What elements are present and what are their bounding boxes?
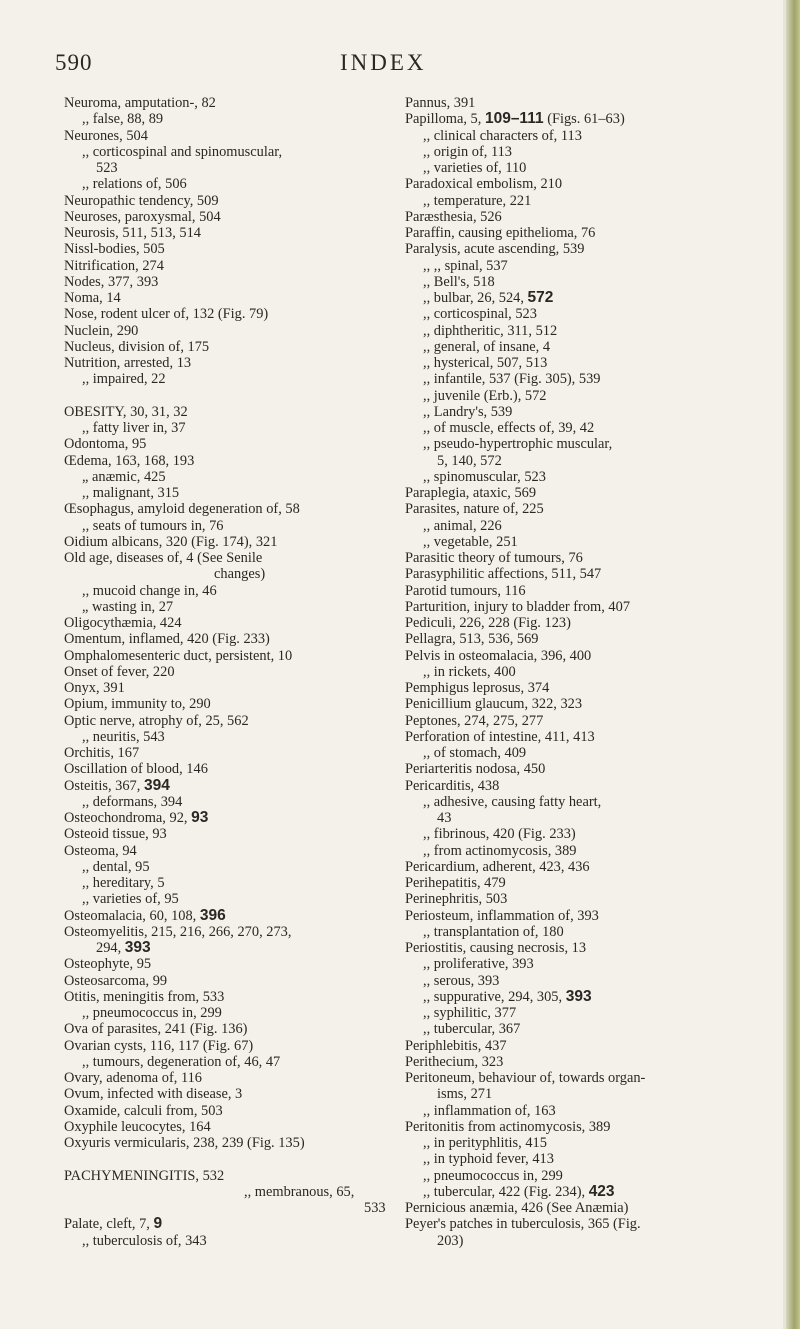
entry-text: PACHYMENINGITIS, 532 — [64, 1167, 225, 1184]
index-entry — [405, 778, 775, 794]
bold-page-ref: 93 — [191, 809, 209, 826]
bold-page-ref: 396 — [199, 906, 226, 924]
index-entry — [64, 761, 419, 777]
entry-text: ,, from actinomycosis, 389 — [423, 842, 577, 859]
entry-text: ,, inflammation of, 163 — [423, 1102, 556, 1119]
index-entry — [64, 875, 419, 891]
entry-text: Parasites, nature of, 225 — [405, 501, 544, 518]
entry-text: Onset of fever, 220 — [64, 663, 175, 680]
entry-text: ,, tuberculosis of, 343 — [82, 1232, 207, 1249]
index-entry — [64, 891, 419, 907]
entry-text: Peritonitis from actinomycosis, 389 — [405, 1118, 611, 1135]
entry-text: ,, ,, spinal, 537 — [423, 257, 508, 274]
index-entry — [405, 209, 775, 225]
entry-text: ,, hereditary, 5 — [82, 875, 165, 891]
index-entry — [64, 908, 419, 924]
index-entry — [405, 388, 775, 404]
entry-text: Nodes, 377, 393 — [64, 273, 159, 290]
entry-text: ,, Bell's, 518 — [423, 273, 495, 290]
entry-text: ,, spinomuscular, 523 — [423, 468, 546, 485]
entry-text: Pernicious anæmia, 426 (See Anæmia) — [405, 1200, 629, 1216]
entry-text: Peptones, 274, 275, 277 — [405, 712, 544, 729]
index-entry — [405, 1038, 775, 1054]
entry-text: 294, — [96, 940, 125, 956]
index-entry — [64, 1103, 419, 1119]
index-entry — [64, 631, 419, 647]
index-entry — [405, 599, 775, 615]
bold-page-ref: 9 — [153, 1215, 163, 1233]
entry-text: Osteomyelitis, 215, 216, 266, 270, 273, — [64, 923, 292, 940]
entry-text: Perihepatitis, 479 — [405, 875, 506, 891]
entry-text: Pellagra, 513, 536, 569 — [405, 631, 539, 648]
index-entry — [405, 1216, 775, 1232]
index-entry — [405, 745, 775, 761]
entry-text: ,, general, of insane, 4 — [423, 338, 551, 355]
entry-text: ,, malignant, 315 — [82, 485, 180, 501]
index-entry — [64, 664, 419, 680]
entry-text: ,, pseudo-hypertrophic muscular, — [423, 436, 613, 453]
index-entry — [405, 859, 775, 875]
index-entry — [64, 388, 419, 404]
index-entry — [64, 534, 419, 550]
index-entry — [64, 550, 419, 566]
entry-text: ,, proliferative, 393 — [423, 956, 534, 973]
entry-text: Ovary, adenoma of, 116 — [64, 1070, 202, 1086]
entry-text: isms, 271 — [437, 1086, 493, 1103]
entry-text: Pericardium, adherent, 423, 436 — [405, 858, 590, 875]
index-entry — [405, 973, 775, 989]
entry-text: Opium, immunity to, 290 — [64, 696, 211, 713]
index-entry — [405, 794, 775, 810]
index-entry — [405, 1103, 775, 1119]
index-entry — [405, 160, 775, 176]
index-entry — [64, 339, 419, 355]
bold-page-ref: 423 — [588, 1182, 615, 1200]
index-column-left — [64, 95, 419, 1249]
bold-page-ref: 394 — [143, 776, 170, 794]
entry-text: Ovum, infected with disease, 3 — [64, 1086, 243, 1103]
index-entry — [64, 128, 419, 144]
entry-text: Nucleus, division of, 175 — [64, 338, 210, 355]
index-entry — [64, 290, 419, 306]
entry-text: Neuropathic tendency, 509 — [64, 192, 219, 209]
entry-text: Osteophyte, 95 — [64, 956, 152, 973]
index-entry — [405, 1200, 775, 1216]
index-entry — [405, 404, 775, 420]
index-entry — [64, 355, 419, 371]
entry-text: Oxyphile leucocytes, 164 — [64, 1118, 211, 1135]
entry-text: Oscillation of blood, 146 — [64, 761, 208, 778]
index-entry — [64, 95, 419, 111]
index-entry — [64, 778, 419, 794]
entry-text: ,, relations of, 506 — [82, 176, 187, 193]
entry-text: ,, of stomach, 409 — [423, 745, 527, 761]
index-entry — [64, 794, 419, 810]
index-column-right — [405, 95, 775, 1249]
index-entry — [64, 1135, 419, 1151]
index-entry — [405, 583, 775, 599]
entry-text: ,, seats of tumours in, 76 — [82, 517, 224, 534]
index-entry — [405, 371, 775, 387]
entry-text: Œsophagus, amyloid degeneration of, 58 — [64, 501, 300, 518]
entry-text: ,, suppurative, 294, 305, — [423, 988, 566, 1005]
index-entry — [64, 1216, 419, 1232]
entry-text: Odontoma, 95 — [64, 436, 147, 453]
entry-text: ,, animal, 226 — [423, 517, 502, 534]
index-entry — [64, 1054, 419, 1070]
index-entry — [405, 713, 775, 729]
entry-text: Nose, rodent ulcer of, 132 (Fig. 79) — [64, 306, 269, 323]
entry-text: Osteoid tissue, 93 — [64, 826, 167, 843]
entry-text: ,, of muscle, effects of, 39, 42 — [423, 420, 595, 436]
entry-text: OBESITY, 30, 31, 32 — [64, 403, 188, 420]
index-entry — [405, 761, 775, 777]
entry-text: Peyer's patches in tuberculosis, 365 (Fig. — [405, 1216, 641, 1233]
index-entry — [405, 908, 775, 924]
entry-text: ,, tubercular, 367 — [423, 1021, 521, 1038]
index-entry — [64, 1086, 419, 1102]
entry-text: ,, serous, 393 — [423, 972, 500, 989]
entry-text: Pannus, 391 — [405, 95, 476, 111]
index-entry — [64, 420, 419, 436]
entry-text: ,, dental, 95 — [82, 858, 150, 875]
index-entry — [64, 323, 419, 339]
entry-text: Œdema, 163, 168, 193 — [64, 452, 195, 469]
entry-text: Paraplegia, ataxic, 569 — [405, 485, 537, 501]
entry-text: Periarteritis nodosa, 450 — [405, 761, 546, 778]
entry-text: Parturition, injury to bladder from, 407 — [405, 598, 631, 615]
entry-text: ,, varieties of, 110 — [423, 160, 527, 176]
index-entry — [405, 1233, 775, 1249]
index-entry — [405, 989, 775, 1005]
index-entry — [405, 1135, 775, 1151]
index-entry — [64, 956, 419, 972]
entry-text: Periphlebitis, 437 — [405, 1037, 507, 1054]
index-entry — [405, 696, 775, 712]
entry-text: ,, syphilitic, 377 — [423, 1005, 517, 1021]
entry-text: ,, corticospinal and spinomuscular, — [82, 143, 283, 160]
bold-page-ref: 109–111 — [484, 110, 544, 128]
entry-text-after: (Figs. 61–63) — [543, 111, 625, 128]
index-entry — [64, 1151, 419, 1167]
index-entry — [64, 436, 419, 452]
entry-text: ,, fibrinous, 420 (Fig. 233) — [423, 826, 576, 843]
entry-text: Neuroma, amputation-, 82 — [64, 95, 216, 111]
index-entry — [405, 680, 775, 696]
entry-text: ,, infantile, 537 (Fig. 305), 539 — [423, 371, 601, 388]
page-edge-strip — [786, 0, 800, 1329]
index-entry — [64, 193, 419, 209]
index-entry — [64, 160, 419, 176]
entry-text: Omentum, inflamed, 420 (Fig. 233) — [64, 631, 270, 648]
index-entry — [405, 355, 775, 371]
entry-text: ,, impaired, 22 — [82, 371, 166, 388]
entry-text: Perinephritis, 503 — [405, 891, 508, 908]
entry-text: Ovarian cysts, 116, 117 (Fig. 67) — [64, 1037, 254, 1054]
index-entry — [64, 501, 419, 517]
index-entry — [64, 1200, 419, 1216]
index-entry — [405, 566, 775, 582]
entry-text: Optic nerve, atrophy of, 25, 562 — [64, 712, 249, 729]
index-entry — [405, 615, 775, 631]
entry-text: ,, hysterical, 507, 513 — [423, 355, 548, 371]
entry-text: Osteitis, 367, — [64, 777, 144, 794]
entry-text: „ anæmic, 425 — [82, 468, 166, 485]
index-entry — [64, 810, 419, 826]
entry-text: ,, mucoid change in, 46 — [82, 582, 217, 599]
index-entry — [64, 680, 419, 696]
entry-text: Paraffin, causing epithelioma, 76 — [405, 225, 596, 241]
index-entry — [64, 144, 419, 160]
entry-text: ,, adhesive, causing fatty heart, — [423, 793, 602, 810]
index-entry — [64, 940, 419, 956]
index-entry — [64, 241, 419, 257]
entry-text: Noma, 14 — [64, 290, 121, 306]
entry-text: ,, in typhoid fever, 413 — [423, 1151, 554, 1168]
index-entry — [405, 420, 775, 436]
index-entry — [64, 518, 419, 534]
index-entry — [405, 1005, 775, 1021]
entry-text: Neurones, 504 — [64, 127, 148, 144]
index-entry — [64, 469, 419, 485]
entry-text: Peritoneum, behaviour of, towards organ- — [405, 1070, 646, 1086]
index-entry — [64, 209, 419, 225]
index-entry — [64, 648, 419, 664]
entry-text: Paræsthesia, 526 — [405, 208, 502, 225]
entry-text: Oidium albicans, 320 (Fig. 174), 321 — [64, 533, 278, 550]
entry-text: 203) — [437, 1232, 464, 1249]
entry-text: ,, vegetable, 251 — [423, 533, 518, 550]
entry-text: ,, neuritis, 543 — [82, 728, 165, 745]
index-entry — [405, 810, 775, 826]
entry-text: Papilloma, 5, — [405, 111, 485, 128]
entry-text: Ova of parasites, 241 (Fig. 136) — [64, 1021, 248, 1038]
entry-text: Nitrification, 274 — [64, 257, 164, 274]
entry-text: 5, 140, 572 — [437, 452, 502, 469]
entry-text: Nissl-bodies, 505 — [64, 241, 165, 258]
entry-text: Paralysis, acute ascending, 539 — [405, 241, 585, 258]
index-entry — [64, 258, 419, 274]
entry-text: Osteosarcoma, 99 — [64, 972, 168, 989]
index-entry — [405, 469, 775, 485]
entry-text: Pediculi, 226, 228 (Fig. 123) — [405, 615, 571, 631]
entry-text: Oxyuris vermicularis, 238, 239 (Fig. 135) — [64, 1135, 305, 1151]
index-entry — [64, 1168, 419, 1184]
index-entry — [405, 956, 775, 972]
entry-text: ,, corticospinal, 523 — [423, 306, 537, 323]
entry-text: ,, diphtheritic, 311, 512 — [423, 322, 558, 339]
index-entry — [405, 241, 775, 257]
entry-text: Perithecium, 323 — [405, 1053, 504, 1070]
index-entry — [64, 1233, 419, 1249]
index-entry — [64, 583, 419, 599]
page-header — [0, 50, 800, 90]
index-entry — [405, 550, 775, 566]
index-entry — [64, 859, 419, 875]
index-entry — [405, 631, 775, 647]
entry-text: Orchitis, 167 — [64, 745, 140, 761]
index-entry — [64, 404, 419, 420]
entry-text: Neuroses, paroxysmal, 504 — [64, 208, 221, 225]
entry-text: 523 — [96, 160, 118, 176]
entry-text: ,, false, 88, 89 — [82, 111, 164, 128]
index-entry — [405, 875, 775, 891]
entry-text: ,, clinical characters of, 113 — [423, 127, 582, 144]
index-entry — [405, 1070, 775, 1086]
index-entry — [64, 1005, 419, 1021]
entry-text: Osteomalacia, 60, 108, — [64, 907, 200, 924]
index-entry — [405, 1168, 775, 1184]
index-entry — [64, 696, 419, 712]
entry-text: Parasyphilitic affections, 511, 547 — [405, 566, 602, 583]
entry-text: Onyx, 391 — [64, 680, 125, 696]
index-entry — [405, 323, 775, 339]
index-entry — [64, 713, 419, 729]
entry-text: changes) — [214, 566, 266, 583]
index-entry — [405, 1021, 775, 1037]
entry-text: Paradoxical embolism, 210 — [405, 176, 563, 193]
entry-text: Neurosis, 511, 513, 514 — [64, 225, 201, 241]
entry-text: Omphalomesenteric duct, persistent, 10 — [64, 647, 293, 664]
index-entry — [405, 111, 775, 127]
index-entry — [405, 339, 775, 355]
entry-text: Penicillium glaucum, 322, 323 — [405, 696, 583, 713]
index-entry — [405, 518, 775, 534]
index-entry — [64, 225, 419, 241]
entry-text: Osteoma, 94 — [64, 842, 137, 859]
entry-text: ,, temperature, 221 — [423, 192, 532, 209]
entry-text: Oxamide, calculi from, 503 — [64, 1102, 223, 1119]
index-entry — [405, 258, 775, 274]
index-entry — [405, 1151, 775, 1167]
index-entry — [405, 290, 775, 306]
entry-text: ,, varieties of, 95 — [82, 891, 179, 908]
running-title: INDEX — [340, 50, 427, 75]
index-entry — [405, 193, 775, 209]
index-entry — [64, 843, 419, 859]
entry-text: ,, Landry's, 539 — [423, 403, 513, 420]
index-entry — [64, 453, 419, 469]
index-entry — [405, 1119, 775, 1135]
entry-text: Nutrition, arrested, 13 — [64, 355, 192, 371]
index-entry — [405, 1184, 775, 1200]
index-entry — [405, 940, 775, 956]
entry-text: ,, pneumococcus in, 299 — [82, 1005, 222, 1021]
entry-text: Oligocythæmia, 424 — [64, 615, 182, 631]
entry-text: ,, tumours, degeneration of, 46, 47 — [82, 1053, 281, 1070]
index-entry — [64, 973, 419, 989]
entry-text: ,, transplantation of, 180 — [423, 923, 564, 940]
entry-text: ,, juvenile (Erb.), 572 — [423, 387, 547, 404]
entry-text: ,, origin of, 113 — [423, 143, 512, 160]
entry-text: Periostitis, causing necrosis, 13 — [405, 940, 587, 956]
entry-text: Parasitic theory of tumours, 76 — [405, 550, 583, 566]
index-entry — [405, 729, 775, 745]
index-entry — [405, 826, 775, 842]
index-entry — [64, 826, 419, 842]
entry-text: ,, membranous, 65, — [244, 1183, 355, 1200]
index-entry — [64, 1119, 419, 1135]
index-entry — [64, 599, 419, 615]
index-entry — [405, 534, 775, 550]
index-entry — [405, 501, 775, 517]
index-entry — [405, 485, 775, 501]
index-entry — [405, 95, 775, 111]
entry-text: Nuclein, 290 — [64, 322, 139, 339]
index-entry — [64, 1184, 419, 1200]
index-entry — [64, 566, 419, 582]
index-entry — [405, 453, 775, 469]
index-entry — [405, 176, 775, 192]
entry-text: ,, in rickets, 400 — [423, 663, 516, 680]
bold-page-ref: 393 — [124, 939, 151, 956]
index-entry — [64, 615, 419, 631]
index-entry — [64, 274, 419, 290]
bold-page-ref: 393 — [565, 987, 592, 1005]
index-entry — [405, 1086, 775, 1102]
bold-page-ref: 572 — [527, 289, 554, 306]
entry-text: Perforation of intestine, 411, 413 — [405, 728, 595, 745]
index-entry — [405, 664, 775, 680]
entry-text: ,, in perityphlitis, 415 — [423, 1135, 547, 1151]
entry-text: Old age, diseases of, 4 (See Senile — [64, 550, 263, 566]
entry-text: Pericarditis, 438 — [405, 777, 500, 794]
entry-text: Otitis, meningitis from, 533 — [64, 988, 225, 1005]
entry-text: 533 — [364, 1200, 386, 1216]
index-entry — [405, 891, 775, 907]
index-entry — [405, 128, 775, 144]
index-entry — [405, 274, 775, 290]
index-entry — [405, 648, 775, 664]
index-entry — [405, 843, 775, 859]
index-entry — [64, 729, 419, 745]
index-entry — [64, 111, 419, 127]
entry-text: ,, bulbar, 26, 524, — [423, 290, 528, 306]
entry-text: ,, tubercular, 422 (Fig. 234), — [423, 1183, 589, 1200]
index-entry — [64, 1038, 419, 1054]
index-entry — [64, 371, 419, 387]
entry-text: 43 — [437, 810, 452, 826]
index-entry — [64, 176, 419, 192]
entry-text: Palate, cleft, 7, — [64, 1216, 154, 1233]
entry-text: Pelvis in osteomalacia, 396, 400 — [405, 647, 592, 664]
index-entry — [405, 1054, 775, 1070]
index-entry — [64, 1021, 419, 1037]
index-entry — [405, 436, 775, 452]
entry-text: ,, fatty liver in, 37 — [82, 420, 186, 436]
index-entry — [64, 989, 419, 1005]
index-entry — [405, 144, 775, 160]
index-entry — [64, 924, 419, 940]
index-entry — [405, 225, 775, 241]
page-number: 590 — [55, 50, 93, 75]
index-entry — [64, 306, 419, 322]
index-entry — [405, 306, 775, 322]
entry-text: ,, deformans, 394 — [82, 793, 183, 810]
entry-text: ,, pneumococcus in, 299 — [423, 1167, 563, 1184]
entry-text: Parotid tumours, 116 — [405, 582, 526, 599]
entry-text: Osteochondroma, 92, — [64, 810, 192, 826]
index-entry — [64, 485, 419, 501]
entry-text: Pemphigus leprosus, 374 — [405, 680, 550, 696]
index-entry — [64, 745, 419, 761]
index-entry — [64, 1070, 419, 1086]
entry-text: „ wasting in, 27 — [82, 598, 174, 615]
entry-text: Periosteum, inflammation of, 393 — [405, 907, 599, 924]
index-entry — [405, 924, 775, 940]
